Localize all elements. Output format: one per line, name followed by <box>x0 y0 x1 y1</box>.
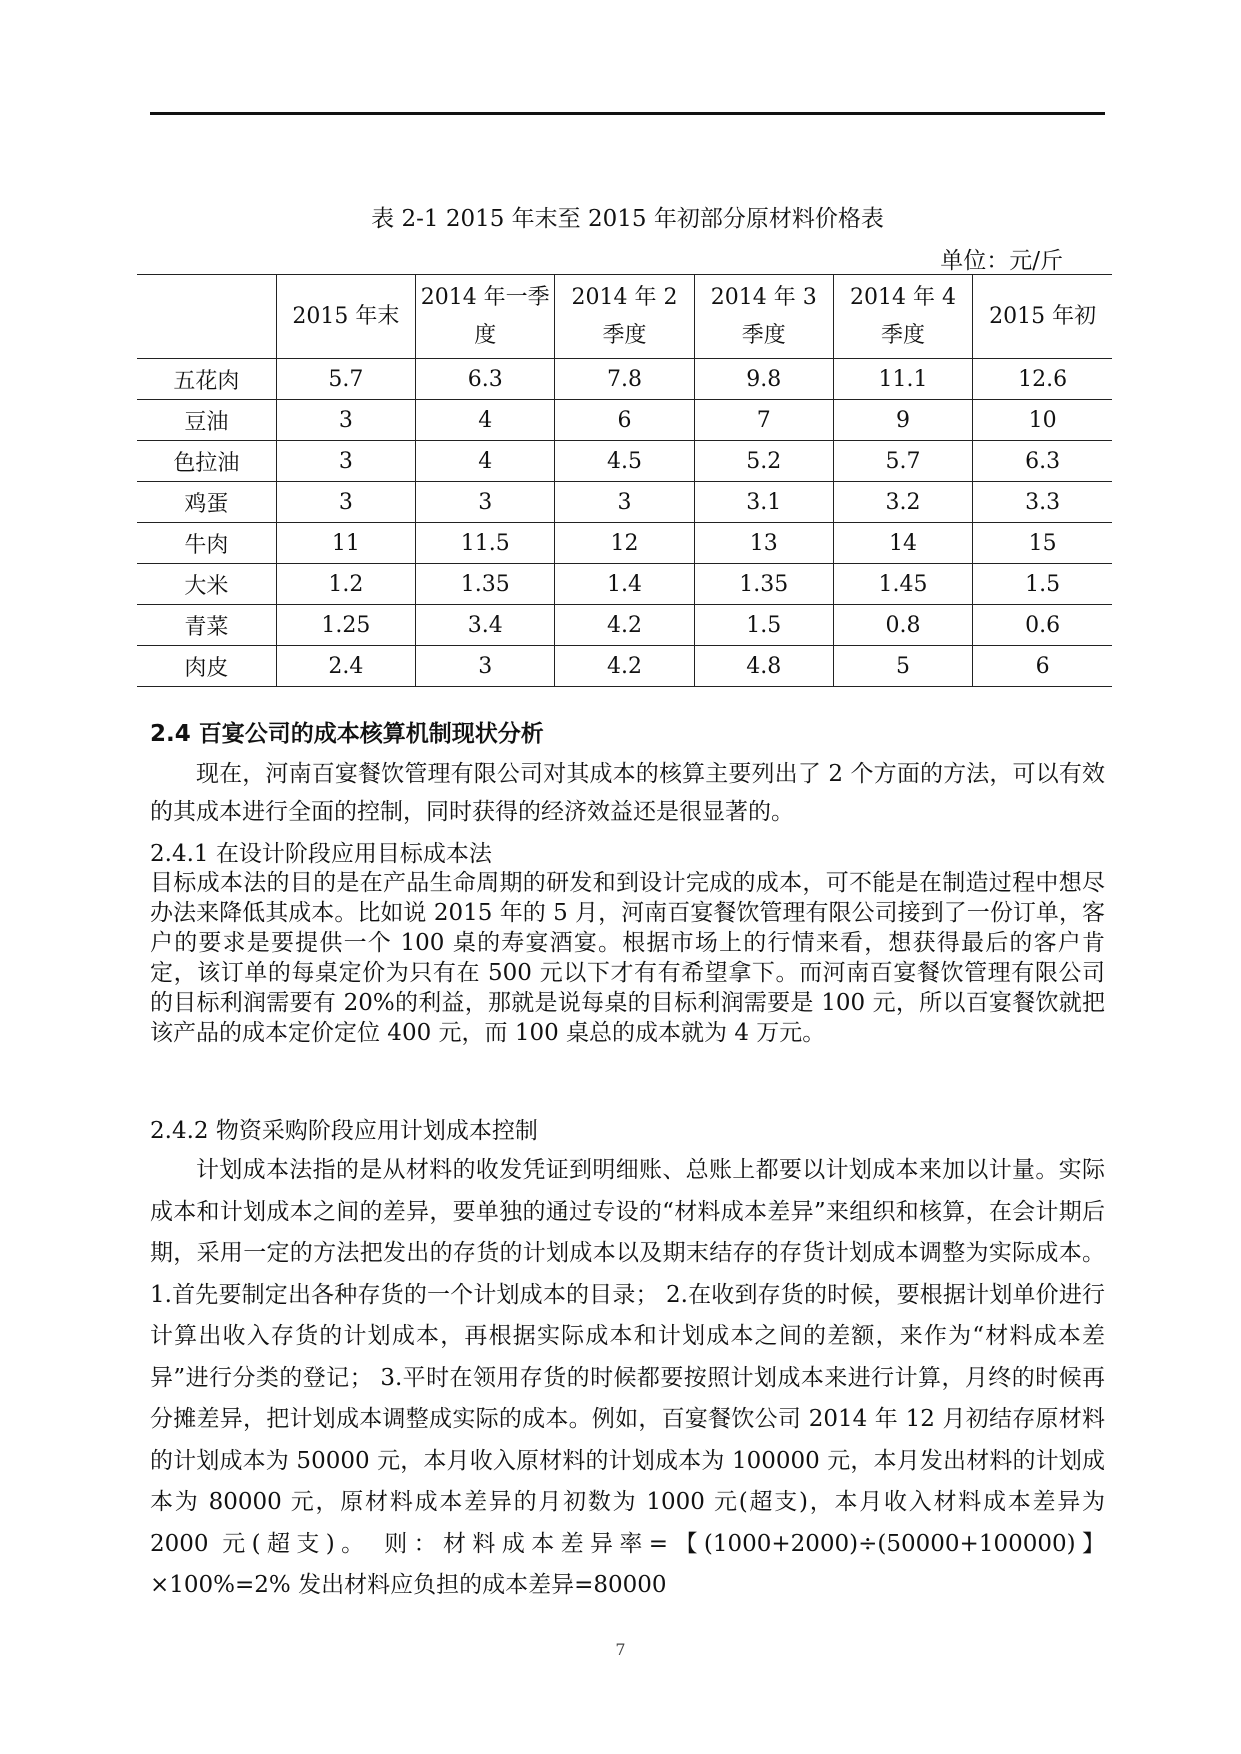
header-cell: 2014 年 3 季度 <box>694 275 833 359</box>
row-label-cell: 牛肉 <box>137 523 276 564</box>
value-cell: 4.2 <box>555 605 694 646</box>
value-cell: 3 <box>276 482 415 523</box>
value-cell: 13 <box>694 523 833 564</box>
header-cell: 2014 年 2 季度 <box>555 275 694 359</box>
subsection-title-planned-cost: 2.4.2 物资采购阶段应用计划成本控制 <box>150 1118 538 1144</box>
value-cell: 6.3 <box>416 359 555 400</box>
value-cell: 3.4 <box>416 605 555 646</box>
row-label-cell: 肉皮 <box>137 646 276 687</box>
value-cell: 3.2 <box>833 482 972 523</box>
value-cell: 10 <box>973 400 1112 441</box>
value-cell: 3 <box>416 482 555 523</box>
value-cell: 5.7 <box>276 359 415 400</box>
value-cell: 14 <box>833 523 972 564</box>
value-cell: 11.5 <box>416 523 555 564</box>
value-cell: 3.1 <box>694 482 833 523</box>
table-header-row <box>137 275 1112 359</box>
value-cell: 3 <box>555 482 694 523</box>
value-cell: 1.5 <box>694 605 833 646</box>
value-cell: 12.6 <box>973 359 1112 400</box>
value-cell: 4.5 <box>555 441 694 482</box>
page-number: 7 <box>615 1640 626 1659</box>
value-cell: 4.2 <box>555 646 694 687</box>
value-cell: 1.5 <box>973 564 1112 605</box>
value-cell: 4 <box>416 441 555 482</box>
table-row <box>137 482 1112 523</box>
price-table <box>137 274 1112 687</box>
value-cell: 12 <box>555 523 694 564</box>
table-row <box>137 359 1112 400</box>
value-cell: 3.3 <box>973 482 1112 523</box>
value-cell: 6 <box>973 646 1112 687</box>
table-caption: 表 2-1 2015 年末至 2015 年初部分原材料价格表 <box>371 206 884 232</box>
target-cost-paragraph: 目标成本法的目的是在产品生命周期的研发和到设计完成的成本，可不能是在制造过程中想尽办法来降低其成本。比如说 2015 年的 5 月，河南百宴餐饮管理有限公司接到了一份订单，客户的要求是要提供一个 100 桌的寿宴酒宴。根据市场上的行情来看，想获得最后的客户肯定，该订单的每桌定价为只有在 500 元以下才有有希望拿下。而河南百宴餐饮管理有限公司的目标利润需要有 20%的利益，那就是说每桌的目标利润需要是 100 元，所以百宴餐饮就把该产品的成本定价定位 400 元，而 100 桌总的成本就为 4 万元。 <box>150 870 1105 1046</box>
value-cell: 0.6 <box>973 605 1112 646</box>
table-row <box>137 646 1112 687</box>
value-cell: 2.4 <box>276 646 415 687</box>
value-cell: 4.8 <box>694 646 833 687</box>
value-cell: 9.8 <box>694 359 833 400</box>
table-row <box>137 400 1112 441</box>
header-rule <box>150 112 1105 115</box>
header-cell: 2015 年初 <box>973 275 1112 359</box>
value-cell: 4 <box>416 400 555 441</box>
value-cell: 11.1 <box>833 359 972 400</box>
table-unit: 单位：元/斤 <box>940 248 1063 274</box>
table-row <box>137 441 1112 482</box>
planned-cost-paragraph: 计划成本法指的是从材料的收发凭证到明细账、总账上都要以计划成本来加以计量。实际成本和计划成本之间的差异，要单独的通过专设的“材料成本差异”来组织和核算，在会计期后期，采用一定的方法把发出的存货的计划成本以及期末结存的存货计划成本调整为实际成本。 1.首先要制定出各种存货的一个计划成本的目录； 2.在收到存货的时候，要根据计划单价进行计算出收入存货的计划成本，再根据实际成本和计划成本之间的差额，来作为“材料成本差异”进行分类的登记； 3.平时在领用存货的时候都要按照计划成本来进行计算，月终的时候再分摊差异，把计划成本调整成实际的成本。例如，百宴餐饮公司 2014 年 12 月初结存原材料的计划成本为 50000 元，本月收入原材料的计划成本为 100000 元，本月发出材料的计划成本为 80000 元，原材料成本差异的月初数为 1000 元(超支)，本月收入材料成本差异为 2000 元(超支)。 则：材料成本差异率=【(1000+2000)÷(50000+100000)】×100%=2% 发出材料应负担的成本差异=80000 <box>150 1157 1105 1598</box>
row-label-cell: 五花肉 <box>137 359 276 400</box>
value-cell: 5.2 <box>694 441 833 482</box>
table-row <box>137 523 1112 564</box>
row-label-cell: 青菜 <box>137 605 276 646</box>
value-cell: 6 <box>555 400 694 441</box>
header-cell: 2015 年末 <box>276 275 415 359</box>
value-cell: 1.2 <box>276 564 415 605</box>
header-cell <box>137 275 276 359</box>
table-row <box>137 564 1112 605</box>
value-cell: 1.45 <box>833 564 972 605</box>
row-label-cell: 鸡蛋 <box>137 482 276 523</box>
value-cell: 9 <box>833 400 972 441</box>
value-cell: 1.35 <box>416 564 555 605</box>
value-cell: 6.3 <box>973 441 1112 482</box>
value-cell: 5 <box>833 646 972 687</box>
header-cell: 2014 年 4 季度 <box>833 275 972 359</box>
section-title: 2.4 百宴公司的成本核算机制现状分析 <box>150 721 544 747</box>
table-row <box>137 605 1112 646</box>
header-cell: 2014 年一季度 <box>416 275 555 359</box>
value-cell: 11 <box>276 523 415 564</box>
value-cell: 7 <box>694 400 833 441</box>
value-cell: 0.8 <box>833 605 972 646</box>
intro-paragraph: 现在，河南百宴餐饮管理有限公司对其成本的核算主要列出了 2 个方面的方法，可以有效的其成本进行全面的控制，同时获得的经济效益还是很显著的。 <box>150 761 1105 825</box>
value-cell: 3 <box>416 646 555 687</box>
row-label-cell: 豆油 <box>137 400 276 441</box>
value-cell: 1.4 <box>555 564 694 605</box>
value-cell: 1.35 <box>694 564 833 605</box>
value-cell: 3 <box>276 400 415 441</box>
value-cell: 1.25 <box>276 605 415 646</box>
subsection-title-target-cost: 2.4.1 在设计阶段应用目标成本法 <box>150 841 492 867</box>
value-cell: 5.7 <box>833 441 972 482</box>
row-label-cell: 色拉油 <box>137 441 276 482</box>
value-cell: 15 <box>973 523 1112 564</box>
value-cell: 3 <box>276 441 415 482</box>
value-cell: 7.8 <box>555 359 694 400</box>
row-label-cell: 大米 <box>137 564 276 605</box>
